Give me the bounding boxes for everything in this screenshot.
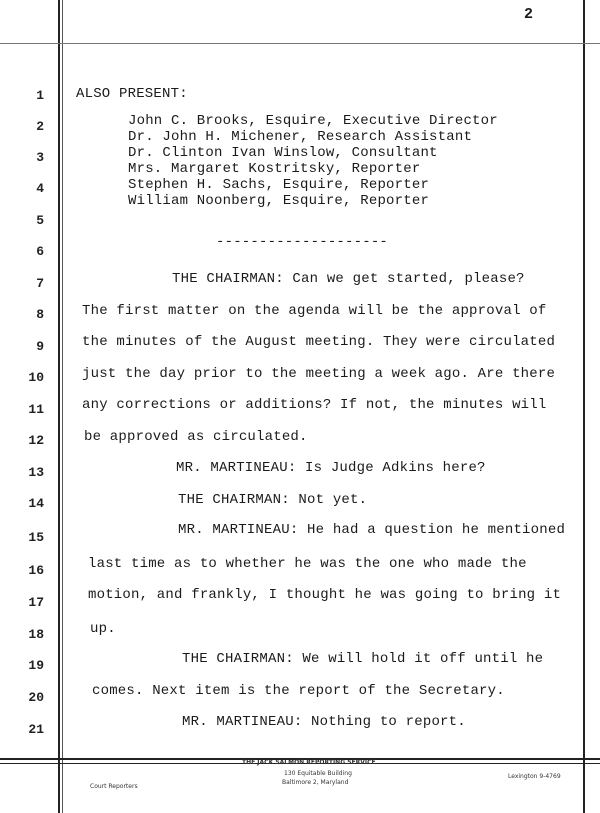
line-number: 8 <box>36 307 44 322</box>
line-number: 11 <box>28 402 44 417</box>
transcript-line: MR. MARTINEAU: He had a question he mentioned <box>178 522 566 538</box>
left-margin-rule <box>58 0 60 813</box>
transcript-line: comes. Next item is the report of the Secretary. <box>92 683 505 699</box>
header-rule <box>0 43 600 44</box>
transcript-line: The first matter on the agenda will be the approval of <box>82 303 547 319</box>
line-number: 5 <box>36 213 44 228</box>
line-number: 13 <box>28 465 44 480</box>
transcript-line: up. <box>90 621 116 637</box>
right-margin-rule <box>583 0 585 813</box>
section-separator: -------------------- <box>216 234 389 250</box>
line-number: 4 <box>36 181 44 196</box>
footer-right-label: Lexington 9-4769 <box>508 773 561 780</box>
line-number: 16 <box>28 563 44 578</box>
line-number: 3 <box>36 150 44 165</box>
line-number: 12 <box>28 433 44 448</box>
present-entry: Mrs. Margaret Kostritsky, Reporter <box>128 161 421 177</box>
line-number: 17 <box>28 595 44 610</box>
line-number: 20 <box>28 690 44 705</box>
footer-address-1: 130 Equitable Building <box>284 770 352 777</box>
transcript-line: MR. MARTINEAU: Nothing to report. <box>182 714 466 730</box>
line-number: 1 <box>36 88 44 103</box>
line-number: 7 <box>36 276 44 291</box>
transcript-line: motion, and frankly, I thought he was going to bring it <box>88 587 562 603</box>
page-number: 2 <box>524 6 534 23</box>
transcript-line: MR. MARTINEAU: Is Judge Adkins here? <box>176 460 486 476</box>
transcript-line: THE CHAIRMAN: We will hold it off until he <box>182 651 544 667</box>
present-entry: Dr. Clinton Ivan Winslow, Consultant <box>128 145 438 161</box>
footer-left-label: Court Reporters <box>90 783 138 790</box>
present-entry: William Noonberg, Esquire, Reporter <box>128 193 430 209</box>
line-number: 9 <box>36 339 44 354</box>
line-number: 6 <box>36 244 44 259</box>
line-number: 18 <box>28 627 44 642</box>
transcript-line: the minutes of the August meeting. They were circulated <box>82 334 556 350</box>
present-heading: ALSO PRESENT: <box>76 86 188 102</box>
present-entry: Dr. John H. Michener, Research Assistant <box>128 129 473 145</box>
line-number: 15 <box>28 530 44 545</box>
transcript-line: any corrections or additions? If not, the minutes will <box>82 397 547 413</box>
transcript-line: THE CHAIRMAN: Can we get started, please? <box>172 271 525 287</box>
line-number: 2 <box>36 119 44 134</box>
line-number: 19 <box>28 658 44 673</box>
line-number: 10 <box>28 370 44 385</box>
transcript-line: last time as to whether he was the one who made the <box>88 556 527 572</box>
footer-address-2: Baltimore 2, Maryland <box>282 779 349 786</box>
line-number: 14 <box>28 496 44 511</box>
present-entry: Stephen H. Sachs, Esquire, Reporter <box>128 177 430 193</box>
transcript-line: just the day prior to the meeting a week ago. Are there <box>82 366 556 382</box>
line-number: 21 <box>28 722 44 737</box>
present-entry: John C. Brooks, Esquire, Executive Director <box>128 113 498 129</box>
transcript-line: be approved as circulated. <box>84 429 308 445</box>
left-margin-rule-inner <box>62 0 63 813</box>
transcript-line: THE CHAIRMAN: Not yet. <box>178 492 368 508</box>
footer-service-name: THE JACK SALMON REPORTING SERVICE <box>242 759 376 766</box>
